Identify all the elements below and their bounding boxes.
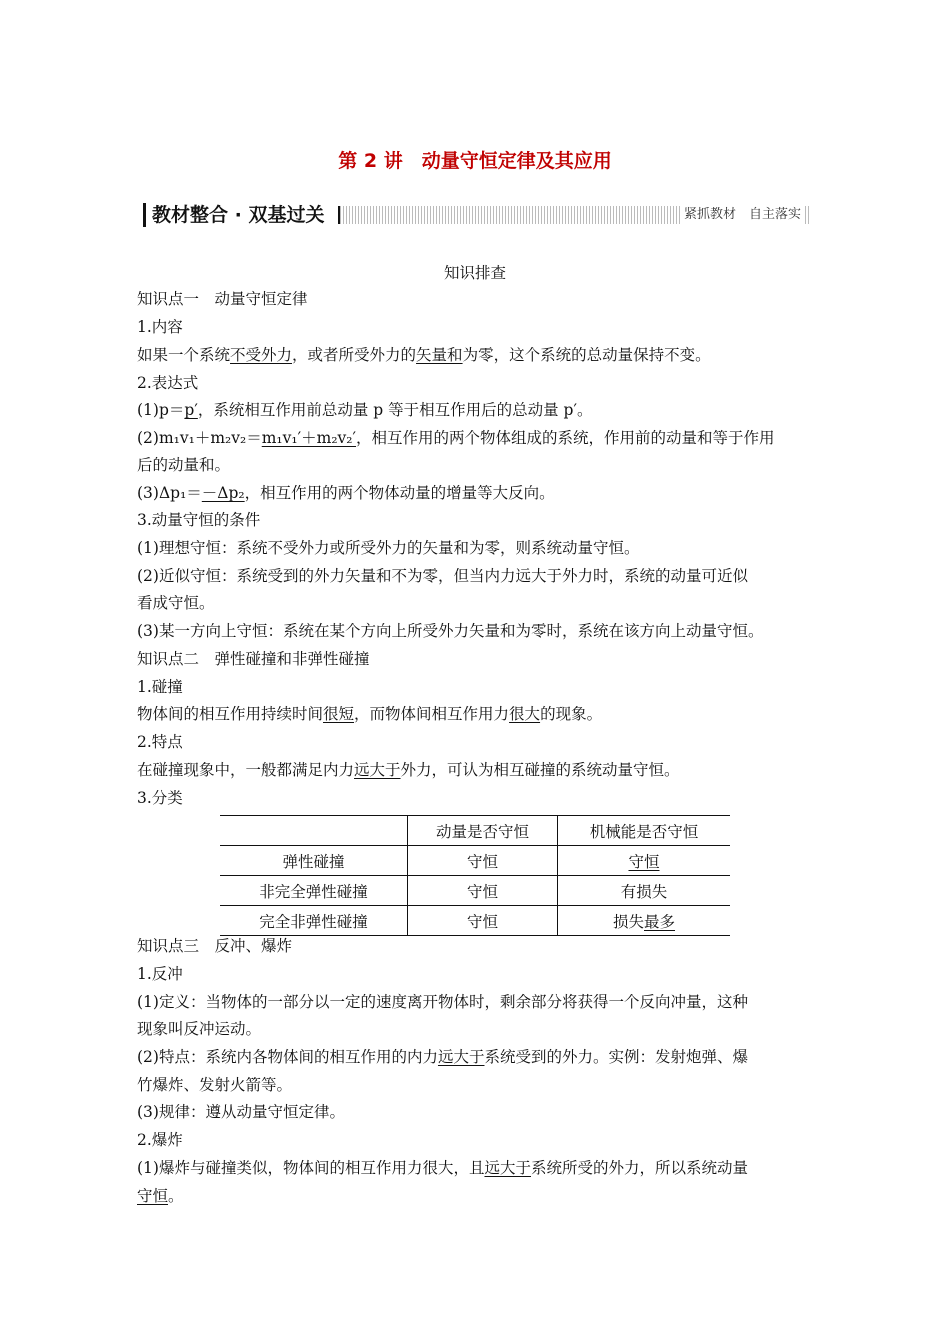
text-line	[137, 1047, 748, 1067]
text-span: 3.动量守恒的条件	[137, 511, 261, 529]
text-span: 守恒	[466, 912, 498, 931]
text-span: 为零，这个系统的总动量保持不变。	[462, 346, 711, 364]
text-line	[137, 621, 763, 641]
text-span: 后的动量和。	[137, 456, 231, 474]
table-cell	[220, 816, 408, 846]
text-line	[137, 760, 680, 780]
text-span: 1.内容	[137, 318, 183, 336]
text-span: ，或者所受外力的	[292, 346, 417, 364]
text-line	[137, 1158, 748, 1178]
text-span: 现象叫反冲运动。	[137, 1020, 262, 1038]
text-span: 机械能是否守恒	[589, 822, 699, 841]
text-span: ，而物体间相互作用力	[354, 705, 510, 723]
page-title: 第 2 讲 动量守恒定律及其应用	[338, 150, 612, 172]
text-span: 守恒	[466, 852, 498, 871]
text-span: 。	[168, 1187, 184, 1205]
text-line	[137, 455, 230, 475]
text-span: (2)近似守恒：系统受到的外力矢量和不为零，但当内力远大于外力时，系统的动量可近似	[137, 567, 748, 585]
text-span: 知识点三 反冲、爆炸	[137, 937, 293, 955]
underlined-answer: －Δp₂	[201, 484, 245, 502]
table-cell	[408, 816, 558, 846]
underlined-answer: 不受外力	[230, 346, 293, 364]
table-row	[220, 816, 730, 846]
table-cell	[558, 846, 731, 876]
text-line	[137, 1075, 292, 1095]
text-line	[137, 649, 370, 669]
section-heading: 知识排查	[443, 264, 506, 282]
text-span: (2)特点：系统内各物体间的相互作用的内力	[137, 1048, 438, 1066]
text-span: 竹爆炸、发射火箭等。	[137, 1076, 293, 1094]
text-line	[137, 373, 198, 393]
text-span: 2.表达式	[137, 374, 199, 392]
text-line	[137, 317, 183, 337]
text-line	[137, 483, 555, 503]
text-span: 非完全弹性碰撞	[259, 882, 368, 901]
text-line	[137, 400, 593, 420]
banner-title: 教材整合 · 双基过关	[143, 203, 330, 227]
text-span: 守恒	[466, 882, 498, 901]
text-line	[137, 992, 748, 1012]
text-line	[137, 1130, 183, 1150]
text-line	[137, 704, 602, 724]
underlined-answer: 最多	[644, 912, 676, 931]
text-span: (1)p＝	[137, 401, 185, 419]
text-span: 1.碰撞	[137, 678, 183, 696]
underlined-answer: m₁v₁′＋m₂v₂′	[261, 429, 357, 447]
underlined-answer: p′	[184, 401, 198, 419]
text-span: (3)规律：遵从动量守恒定律。	[137, 1103, 345, 1121]
text-line	[137, 1186, 184, 1206]
underlined-answer: 守恒	[628, 852, 660, 871]
section-banner	[143, 203, 809, 227]
text-span: 如果一个系统	[137, 346, 231, 364]
text-span: ，相互作用的两个物体动量的增量等大反向。	[244, 484, 555, 502]
underlined-answer: 远大于	[354, 761, 401, 779]
text-span: (3)Δp₁＝	[137, 484, 202, 502]
text-span: (1)理想守恒：系统不受外力或所受外力的矢量和为零，则系统动量守恒。	[137, 539, 640, 557]
text-span: 弹性碰撞	[282, 852, 345, 871]
text-span: 系统受到的外力。实例：发射炮弹、爆	[484, 1048, 748, 1066]
text-line	[137, 289, 308, 309]
text-span: (1)爆炸与碰撞类似，物体间的相互作用力很大，且	[137, 1159, 485, 1177]
text-span: 知识点一 动量守恒定律	[137, 290, 308, 308]
table-cell	[558, 906, 731, 936]
text-line	[137, 788, 183, 808]
underlined-answer: 远大于	[437, 1048, 485, 1066]
text-span: 损失	[612, 912, 644, 931]
table-cell	[408, 876, 558, 906]
table-row	[220, 876, 730, 906]
text-span: 动量是否守恒	[435, 822, 529, 841]
text-span: 1.反冲	[137, 965, 183, 983]
table-cell	[558, 816, 731, 846]
text-line	[137, 1102, 345, 1122]
text-span: 知识点二 弹性碰撞和非弹性碰撞	[137, 650, 370, 668]
text-line	[137, 677, 183, 697]
text-span: 有损失	[620, 882, 668, 901]
text-line	[137, 964, 183, 984]
underlined-answer: 矢量和	[416, 346, 463, 364]
text-span: (2)m₁v₁＋m₂v₂＝	[137, 429, 262, 447]
table-cell	[558, 876, 731, 906]
text-span: 的现象。	[540, 705, 603, 723]
collision-classification-table	[220, 815, 730, 936]
text-span: (3)某一方向上守恒：系统在某个方向上所受外力矢量和为零时，系统在该方向上动量守恒。	[137, 622, 764, 640]
table-row	[220, 906, 730, 936]
text-span: 3.分类	[137, 789, 183, 807]
text-span: 在碰撞现象中，一般都满足内力	[137, 761, 355, 779]
text-span: (1)定义：当物体的一部分以一定的速度离开物体时，剩余部分将获得一个反向冲量，这种	[137, 993, 748, 1011]
table-cell	[408, 846, 558, 876]
text-span: 2.特点	[137, 733, 183, 751]
text-span: 看成守恒。	[137, 594, 215, 612]
underlined-answer: 远大于	[484, 1159, 531, 1177]
table-row	[220, 846, 730, 876]
text-span: 2.爆炸	[137, 1131, 183, 1149]
underlined-answer: 很大	[509, 705, 541, 723]
table-cell	[220, 906, 408, 936]
table-cell	[220, 876, 408, 906]
table-cell	[408, 906, 558, 936]
text-line	[137, 566, 748, 586]
text-line	[137, 593, 215, 613]
text-line	[137, 510, 260, 530]
text-span: 外力，可认为相互碰撞的系统动量守恒。	[400, 761, 680, 779]
text-line	[137, 428, 775, 448]
underlined-answer: 守恒	[137, 1187, 169, 1205]
text-span: 物体间的相互作用持续时间	[137, 705, 324, 723]
banner-subtitle: 紧抓教材 自主落实	[680, 206, 805, 224]
text-span: 完全非弹性碰撞	[259, 912, 368, 931]
text-span: 系统所受的外力，所以系统动量	[530, 1159, 748, 1177]
underlined-answer: 很短	[323, 705, 355, 723]
text-span: ，系统相互作用前总动量 p 等于相互作用后的总动量 p′。	[197, 401, 593, 419]
text-line	[137, 732, 183, 752]
table-cell	[220, 846, 408, 876]
text-line	[137, 538, 639, 558]
text-line	[137, 936, 292, 956]
text-span: ，相互作用的两个物体组成的系统，作用前的动量和等于作用	[356, 429, 775, 447]
text-line	[137, 345, 711, 365]
text-line	[137, 1019, 261, 1039]
